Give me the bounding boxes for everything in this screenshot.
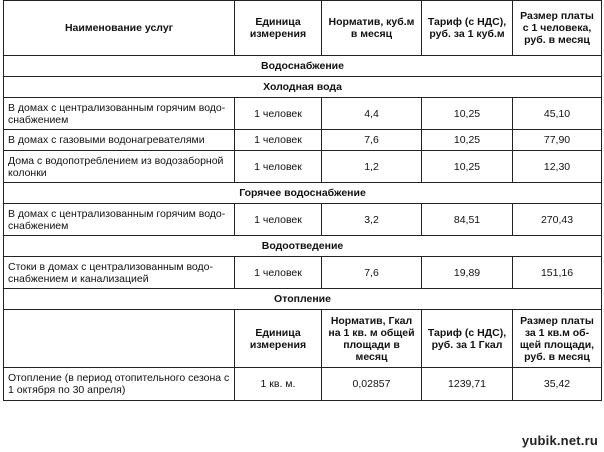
cell-payment: 270,43: [513, 204, 602, 236]
table-row: [4, 98, 602, 130]
cell-service: В домах с централизованным горячим водо-снабжением: [4, 98, 235, 130]
cell-payment: 12,30: [513, 151, 602, 183]
cell-norm: 1,2: [322, 151, 422, 183]
cell-service: Стоки в домах с централизованным водо-снабжением и канализацией: [4, 257, 235, 289]
cell-tariff: 10,25: [422, 98, 513, 130]
cell-service: В домах с централизованным горячим водо-снабжением: [4, 204, 235, 236]
cell-payment: 77,90: [513, 130, 602, 151]
section-heating: Отопление: [4, 289, 602, 310]
header-service: Наименование услуг: [4, 1, 235, 56]
section-hot-water: Горячее водоснабжение: [4, 183, 602, 204]
heating-header-empty: [4, 310, 235, 368]
table-row: [4, 368, 602, 401]
tariff-table: [3, 0, 602, 401]
section-row: [4, 289, 602, 310]
cell-unit: 1 человек: [235, 98, 322, 130]
cell-unit: 1 кв. м.: [235, 368, 322, 401]
cell-tariff: 84,51: [422, 204, 513, 236]
cell-payment: 151,16: [513, 257, 602, 289]
cell-norm: 7,6: [322, 257, 422, 289]
cell-tariff: 1239,71: [422, 368, 513, 401]
cell-payment: 35,42: [513, 368, 602, 401]
cell-unit: 1 человек: [235, 204, 322, 236]
tariff-document: [3, 0, 601, 401]
heating-header-row: [4, 310, 602, 368]
heating-header-tariff: Тариф (с НДС), руб. за 1 Гкал: [422, 310, 513, 368]
section-water-supply: Водоснабжение: [4, 56, 602, 77]
section-row: [4, 183, 602, 204]
header-norm: Норматив, куб.м в месяц: [322, 1, 422, 56]
table-row: [4, 151, 602, 183]
heating-header-payment: Размер платы за 1 кв.м об-щей площади, руб. в месяц: [513, 310, 602, 368]
watermark: yubik.net.ru: [521, 433, 598, 448]
table-header-row: [4, 1, 602, 56]
cell-payment: 45,10: [513, 98, 602, 130]
header-payment: Размер платы с 1 человека, руб. в месяц: [513, 1, 602, 56]
cell-tariff: 19,89: [422, 257, 513, 289]
cell-norm: 0,02857: [322, 368, 422, 401]
cell-unit: 1 человек: [235, 130, 322, 151]
section-row: [4, 236, 602, 257]
cell-norm: 3,2: [322, 204, 422, 236]
header-tariff: Тариф (с НДС), руб. за 1 куб.м: [422, 1, 513, 56]
section-row: [4, 77, 602, 98]
table-row: [4, 257, 602, 289]
cell-service: Отопление (в период отопительного сезона с 1 октября по 30 апреля): [4, 368, 235, 401]
header-unit: Единица измерения: [235, 1, 322, 56]
cell-unit: 1 человек: [235, 151, 322, 183]
heating-header-unit: Единица измерения: [235, 310, 322, 368]
cell-norm: 4,4: [322, 98, 422, 130]
section-row: [4, 56, 602, 77]
table-row: [4, 130, 602, 151]
cell-unit: 1 человек: [235, 257, 322, 289]
section-cold-water: Холодная вода: [4, 77, 602, 98]
table-row: [4, 204, 602, 236]
cell-service: В домах с газовыми водонагревателями: [4, 130, 235, 151]
section-drainage: Водоотведение: [4, 236, 602, 257]
cell-norm: 7,6: [322, 130, 422, 151]
cell-tariff: 10,25: [422, 151, 513, 183]
cell-service: Дома с водопотреблением из водозаборной колонки: [4, 151, 235, 183]
heating-header-norm: Норматив, Гкал на 1 кв. м общей площади в месяц: [322, 310, 422, 368]
cell-tariff: 10,25: [422, 130, 513, 151]
